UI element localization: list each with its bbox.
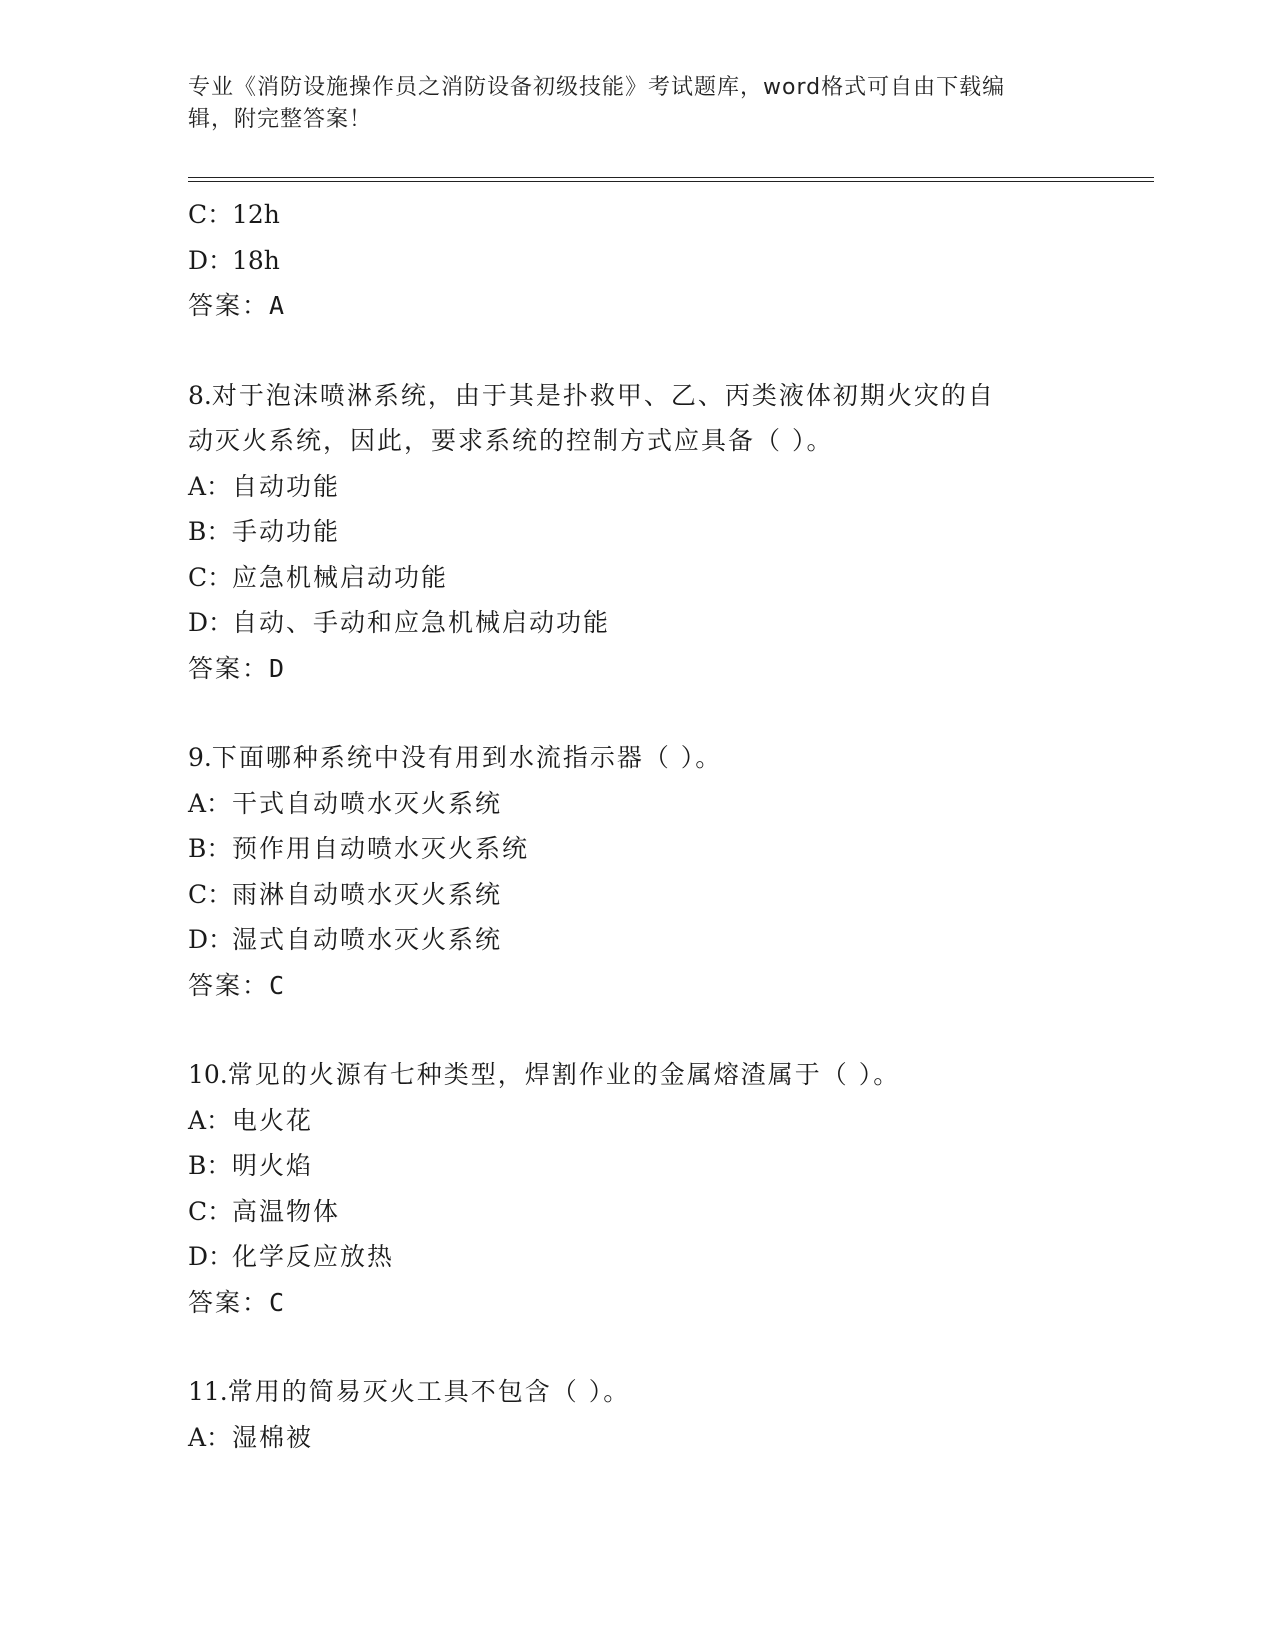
answer-value: A <box>269 291 285 320</box>
option-d <box>188 917 1068 963</box>
option-text: 12h <box>232 200 280 229</box>
question-stem <box>188 735 1068 781</box>
option-key: A： <box>188 471 232 501</box>
answer-line <box>188 646 1068 692</box>
answer-label: 答案： <box>188 653 270 683</box>
option-a <box>188 1415 1068 1461</box>
question-stem <box>188 373 1068 419</box>
option-key: C： <box>188 879 233 909</box>
option-key: C： <box>188 562 233 592</box>
answer-label: 答案： <box>188 291 270 320</box>
option-text: 湿棉被 <box>232 1422 314 1452</box>
option-b <box>188 826 1068 872</box>
option-c <box>188 192 1068 238</box>
answer-value: C <box>269 1287 285 1317</box>
option-text: 高温物体 <box>232 1196 341 1226</box>
option-key: B： <box>188 517 232 546</box>
answer-label: 答案： <box>188 1287 270 1317</box>
option-text: 化学反应放热 <box>232 1242 395 1271</box>
option-text: 应急机械启动功能 <box>232 562 449 592</box>
question-stem-text: 对于泡沫喷淋系统，由于其是扑救甲、乙、丙类液体初期火灾的自 <box>211 380 995 410</box>
question-stem-text: 常见的火源有七种类型，焊割作业的金属熔渣属于（ ）。 <box>227 1060 901 1089</box>
option-a <box>188 464 1068 510</box>
option-b <box>188 509 1068 555</box>
header-title-line1: 专业《消防设施操作员之消防设备初级技能》考试题库，word格式可自由下载编 <box>188 75 1006 100</box>
option-key: C： <box>188 1196 233 1226</box>
answer-value: D <box>269 653 285 683</box>
question-number: 11. <box>188 1377 228 1406</box>
option-text: 自动、手动和应急机械启动功能 <box>232 608 611 637</box>
answer-label: 答案： <box>188 970 270 1000</box>
question-stem-continued: 动灭火系统，因此，要求系统的控制方式应具备（ ）。 <box>188 426 834 455</box>
question-stem <box>188 1369 1068 1415</box>
option-text: 湿式自动喷水灭火系统 <box>232 925 503 954</box>
option-text: 雨淋自动喷水灭火系统 <box>232 879 503 909</box>
header-title-line2: 辑，附完整答案！ <box>188 107 373 132</box>
option-text: 明火焰 <box>232 1151 314 1180</box>
option-text: 电火花 <box>232 1105 314 1135</box>
option-key: C： <box>188 200 233 229</box>
option-text: 干式自动喷水灭火系统 <box>232 788 503 818</box>
question-number: 8. <box>188 380 212 410</box>
option-key: D： <box>188 608 234 637</box>
option-c <box>188 872 1068 918</box>
page-header <box>188 72 1068 136</box>
question-stem-text: 下面哪种系统中没有用到水流指示器（ ）。 <box>211 743 723 772</box>
option-text: 手动功能 <box>232 517 341 546</box>
option-text: 自动功能 <box>232 471 341 501</box>
option-text: 预作用自动喷水灭火系统 <box>232 834 530 863</box>
answer-line <box>188 1280 1068 1326</box>
option-key: D： <box>188 925 234 954</box>
option-key: A： <box>188 788 232 818</box>
option-d <box>188 1234 1068 1280</box>
option-b <box>188 1143 1068 1189</box>
option-a <box>188 781 1068 827</box>
question-list <box>188 192 1068 1460</box>
answer-value: C <box>269 970 285 1000</box>
answer-line <box>188 283 1068 329</box>
option-key: A： <box>188 1422 232 1452</box>
option-d <box>188 238 1068 284</box>
option-text: 18h <box>232 245 280 275</box>
option-key: D： <box>188 1242 234 1271</box>
option-a <box>188 1098 1068 1144</box>
answer-line <box>188 963 1068 1009</box>
header-divider <box>188 177 1154 182</box>
option-c <box>188 1189 1068 1235</box>
option-key: B： <box>188 1151 232 1180</box>
option-d <box>188 600 1068 646</box>
question-number: 9. <box>188 743 212 772</box>
option-c <box>188 555 1068 601</box>
option-key: A： <box>188 1105 232 1135</box>
option-key: B： <box>188 834 232 863</box>
question-stem <box>188 1052 1068 1098</box>
question-number: 10. <box>188 1060 228 1089</box>
question-stem-text: 常用的简易灭火工具不包含（ ）。 <box>227 1377 631 1406</box>
option-key: D： <box>188 245 234 275</box>
